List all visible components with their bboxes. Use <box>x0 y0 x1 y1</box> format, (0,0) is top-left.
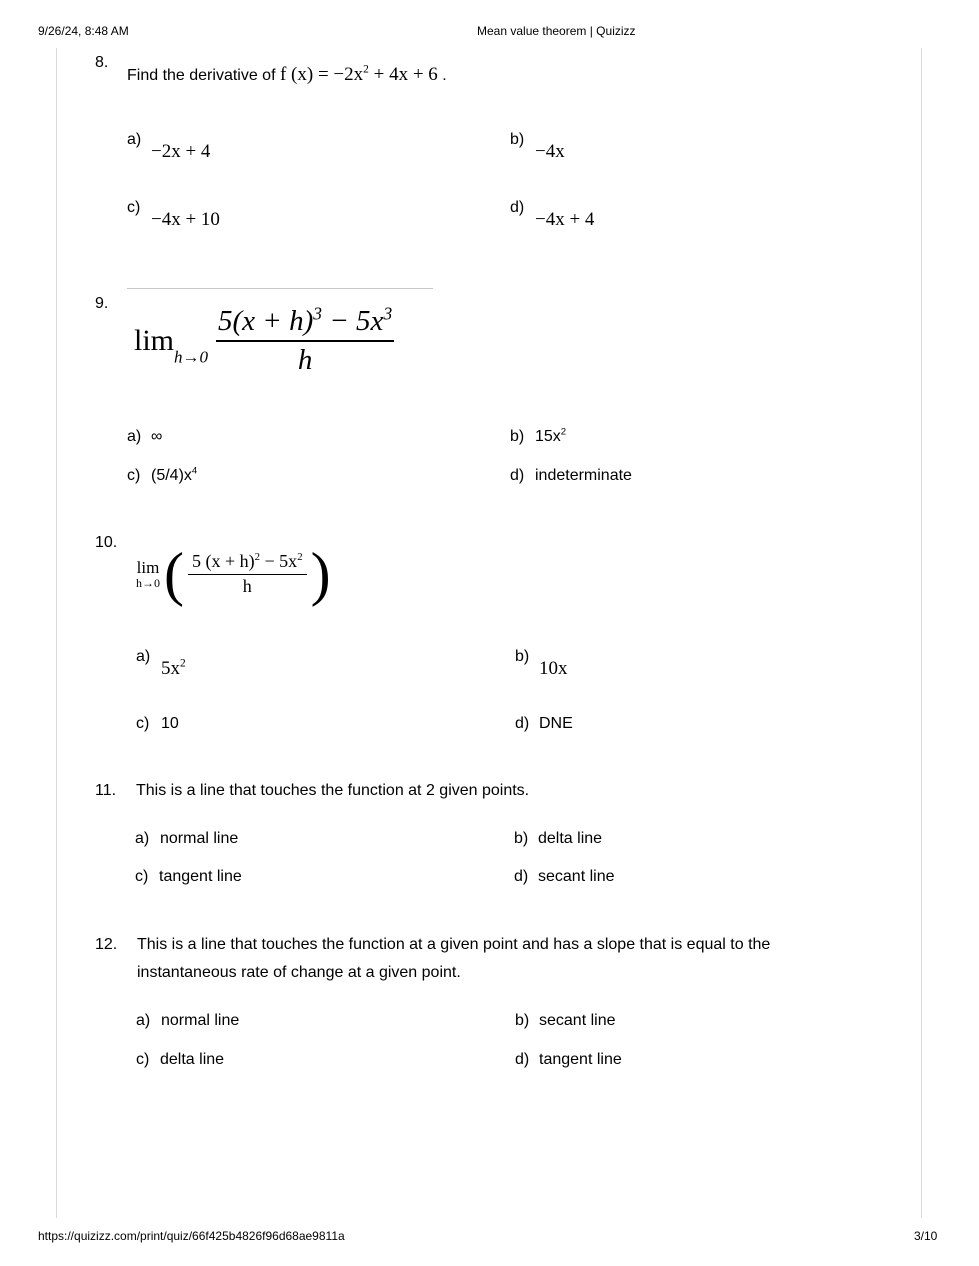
option-b[interactable]: −4x <box>535 141 565 162</box>
option-b-label: b) <box>515 648 530 665</box>
question-number: 11. <box>95 782 117 799</box>
option-a[interactable]: $5x^2$ <box>161 657 186 679</box>
option-c[interactable]: −4x + 10 <box>151 209 220 230</box>
limit-expression-image <box>134 305 394 377</box>
fraction-numerator: 5 $(x + h)^2 - 5x^2$ <box>188 551 307 575</box>
question-number: 8. <box>95 54 109 71</box>
option-c[interactable]: 10 <box>161 715 179 732</box>
option-d-label: d) <box>510 199 525 216</box>
option-a-label: a) <box>136 1012 151 1029</box>
question-number: 10. <box>95 534 118 551</box>
lim-block: lim h→0 <box>136 558 160 590</box>
option-c-label: c) <box>135 868 149 885</box>
option-b[interactable]: delta line <box>538 830 603 847</box>
limit-expression <box>136 541 331 607</box>
page-title: Mean value theorem | Quizizz <box>477 24 636 38</box>
option-a-label: a) <box>136 648 151 665</box>
right-border <box>921 48 922 1218</box>
fraction-denominator: h <box>297 344 313 376</box>
question-prompt-line-2: instantaneous rate of change at a given point. <box>137 964 461 981</box>
option-a[interactable]: ∞ <box>151 428 163 445</box>
option-c[interactable]: delta line <box>160 1051 225 1068</box>
option-d[interactable]: −4x + 4 <box>535 209 595 230</box>
option-b-label: b) <box>515 1012 530 1029</box>
option-d[interactable]: secant line <box>538 868 615 885</box>
option-b-label: b) <box>510 428 525 445</box>
option-a[interactable]: −2x + 4 <box>151 141 211 162</box>
option-d-label: d) <box>515 715 530 732</box>
page-number: 3/10 <box>914 1229 938 1243</box>
fraction-numerator: $5(x + h)^3 - 5x^3$ <box>216 305 394 342</box>
right-paren: ) <box>310 541 331 607</box>
option-b-label: b) <box>514 830 529 847</box>
option-a[interactable]: normal line <box>160 830 239 847</box>
option-c-label: c) <box>127 199 141 216</box>
question-number: 12. <box>95 936 118 953</box>
option-b[interactable]: 10x <box>539 658 568 679</box>
option-d-label: d) <box>514 868 529 885</box>
question-number: 9. <box>95 295 109 312</box>
option-c[interactable]: tangent line <box>159 868 242 885</box>
option-d-label: d) <box>510 467 525 484</box>
option-d[interactable]: DNE <box>539 715 573 732</box>
option-c-label: c) <box>136 715 150 732</box>
limit-fraction <box>188 551 307 597</box>
option-b-label: b) <box>510 131 525 148</box>
option-c-label: c) <box>127 467 141 484</box>
option-b[interactable]: $15x^2$ <box>535 426 567 445</box>
option-a[interactable]: normal line <box>161 1012 240 1029</box>
footer-url: https://quizizz.com/print/quiz/66f425b4826f96d68ae9811a <box>38 1229 345 1243</box>
option-b[interactable]: secant line <box>539 1012 616 1029</box>
option-a-label: a) <box>127 428 142 445</box>
question-prompt: This is a line that touches the function at 2 given points. <box>136 782 530 799</box>
option-a-label: a) <box>127 131 142 148</box>
fraction-denominator: h <box>242 576 252 596</box>
option-a-label: a) <box>135 830 150 847</box>
function-expression: f $(x) = -2x^2 + 4x + 6$ <box>279 63 438 85</box>
print-timestamp: 9/26/24, 8:48 AM <box>38 24 129 38</box>
option-c[interactable]: $(5/4)x^4$ <box>151 465 198 484</box>
option-d[interactable]: tangent line <box>539 1051 622 1068</box>
question-prompt: Find the derivative of f $(x) = -2x^2 + 4x + 6$ . <box>127 63 447 85</box>
option-d[interactable]: indeterminate <box>535 467 632 484</box>
image-top-border <box>127 288 433 289</box>
option-c-label: c) <box>136 1051 150 1068</box>
left-paren: ( <box>164 541 184 607</box>
lim-subscript: h→0 <box>174 347 209 367</box>
option-d-label: d) <box>515 1051 530 1068</box>
lim-text: lim <box>134 324 175 357</box>
left-border <box>56 48 57 1218</box>
question-prompt-line-1: This is a line that touches the function at a given point and has a slope that is equal to the <box>137 936 771 953</box>
limit-fraction <box>216 305 394 377</box>
